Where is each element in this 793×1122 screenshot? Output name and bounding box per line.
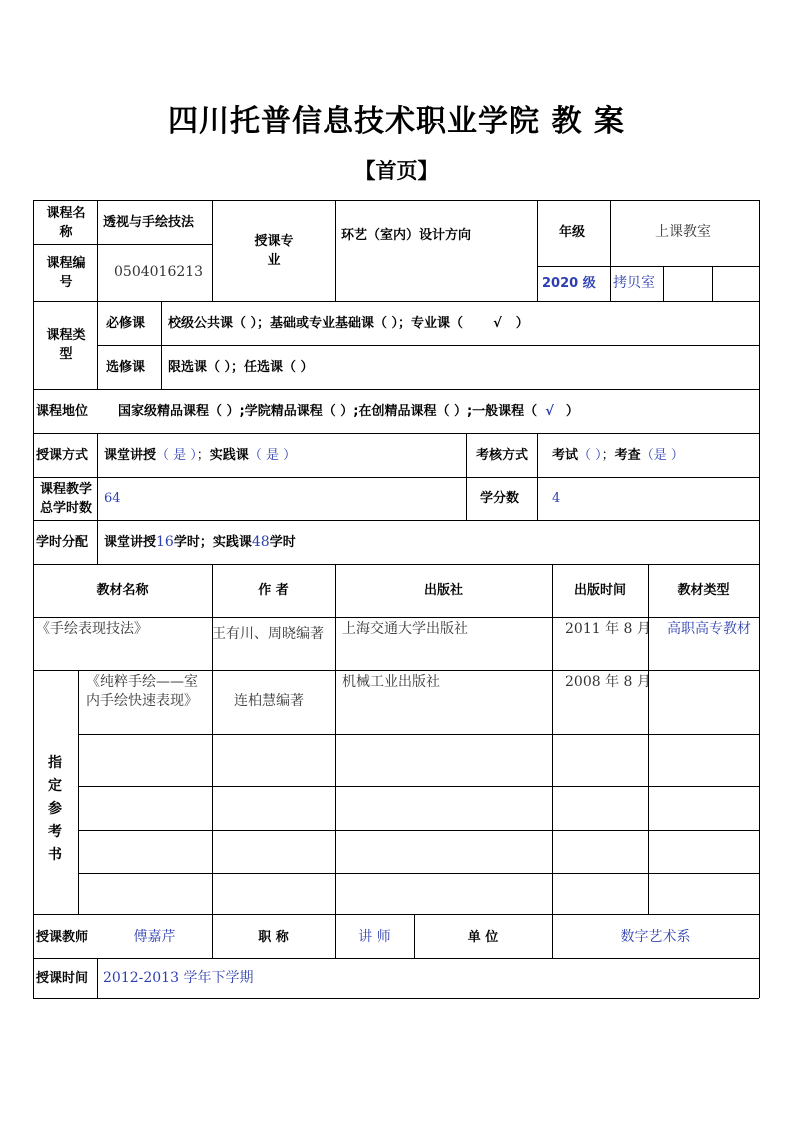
teacher-label: 授课教师: [36, 930, 89, 945]
document-title: 四川托普信息技术职业学院 教 案: [168, 104, 625, 139]
credits-value: 4: [552, 491, 561, 506]
course-name-label: 课程名称: [46, 205, 86, 240]
course-code-label: 课程编号: [46, 256, 86, 290]
elective-label: 选修课: [106, 360, 146, 375]
textbook-type: 高职高专教材: [667, 621, 751, 637]
header-author: 作 者: [258, 583, 289, 598]
required-check: √: [493, 316, 502, 331]
hours-distribution-label: 学时分配: [36, 535, 89, 550]
teaching-mode-label: 授课方式: [36, 448, 89, 463]
classroom-label: 上课教室: [655, 224, 711, 240]
teacher-value: 傅嘉芹: [133, 929, 176, 945]
grade-label: 年级: [559, 225, 586, 240]
course-code-value: 0504016213: [114, 264, 204, 280]
level-check: √: [545, 404, 554, 419]
assessment-label: 考核方式: [475, 447, 528, 463]
major-label: 授课专业: [254, 234, 294, 268]
course-type-label: 课程类型: [46, 328, 86, 362]
header-publish-date: 出版时间: [573, 583, 626, 598]
assessment-values: 考试（ ）；考查（是 ）: [552, 448, 684, 463]
reference-author: 连柏慧编著: [234, 693, 304, 709]
teaching-time-value: 2012-2013 学年下学期: [103, 970, 254, 986]
major-value: 环艺（室内）设计方向: [341, 228, 472, 243]
textbook-author: 王有川、周晓编著: [212, 626, 324, 642]
teaching-mode-values: 课堂讲授（ 是 ）；实践课（ 是 ）: [104, 448, 297, 463]
textbook-name: 《手绘表现技法》: [36, 621, 148, 637]
document-subtitle: 【首页】: [354, 159, 439, 183]
reference-name: 《纯粹手绘——室内手绘快速表现》: [86, 674, 198, 709]
elective-options: 限选课（ ）；任选课（ ）: [168, 360, 314, 375]
header-publisher: 出版社: [423, 583, 463, 598]
title-label: 职 称: [258, 930, 289, 945]
reference-date: 2008 年 8 月: [565, 674, 651, 690]
classroom-value: 拷贝室: [613, 275, 655, 291]
textbook-publisher: 上海交通大学出版社: [342, 621, 468, 637]
required-options: 校级公共课（ ）；基础或专业基础课（ ）；专业课（ √ ）: [168, 316, 529, 331]
course-level-label: 课程地位: [36, 404, 89, 419]
header-textbook-type: 教材类型: [677, 583, 730, 598]
total-hours-value: 64: [104, 491, 121, 506]
teaching-time-label: 授课时间: [36, 971, 89, 986]
required-label: 必修课: [106, 316, 146, 331]
reference-books-label: 指定参考书: [48, 755, 62, 863]
hours-distribution-values: 课堂讲授16学时；实践课48学时: [104, 534, 296, 550]
title-value: 讲 师: [358, 929, 391, 945]
reference-publisher: 机械工业出版社: [342, 674, 440, 690]
textbook-date: 2011 年 8 月: [565, 621, 651, 637]
unit-label: 单 位: [467, 930, 499, 945]
course-name-value: 透视与手绘技法: [103, 215, 195, 230]
grade-value: 2020 级: [542, 276, 596, 291]
total-hours-label: 课程教学总学时数: [39, 482, 92, 516]
header-textbook-name: 教材名称: [96, 583, 149, 598]
credits-label: 学分数: [480, 491, 520, 506]
course-level-options: 国家级精品课程（ ）;学院精品课程（ ）;在创精品课程（ ）;一般课程（ √ ）: [118, 404, 579, 419]
unit-value: 数字艺术系: [620, 929, 691, 945]
